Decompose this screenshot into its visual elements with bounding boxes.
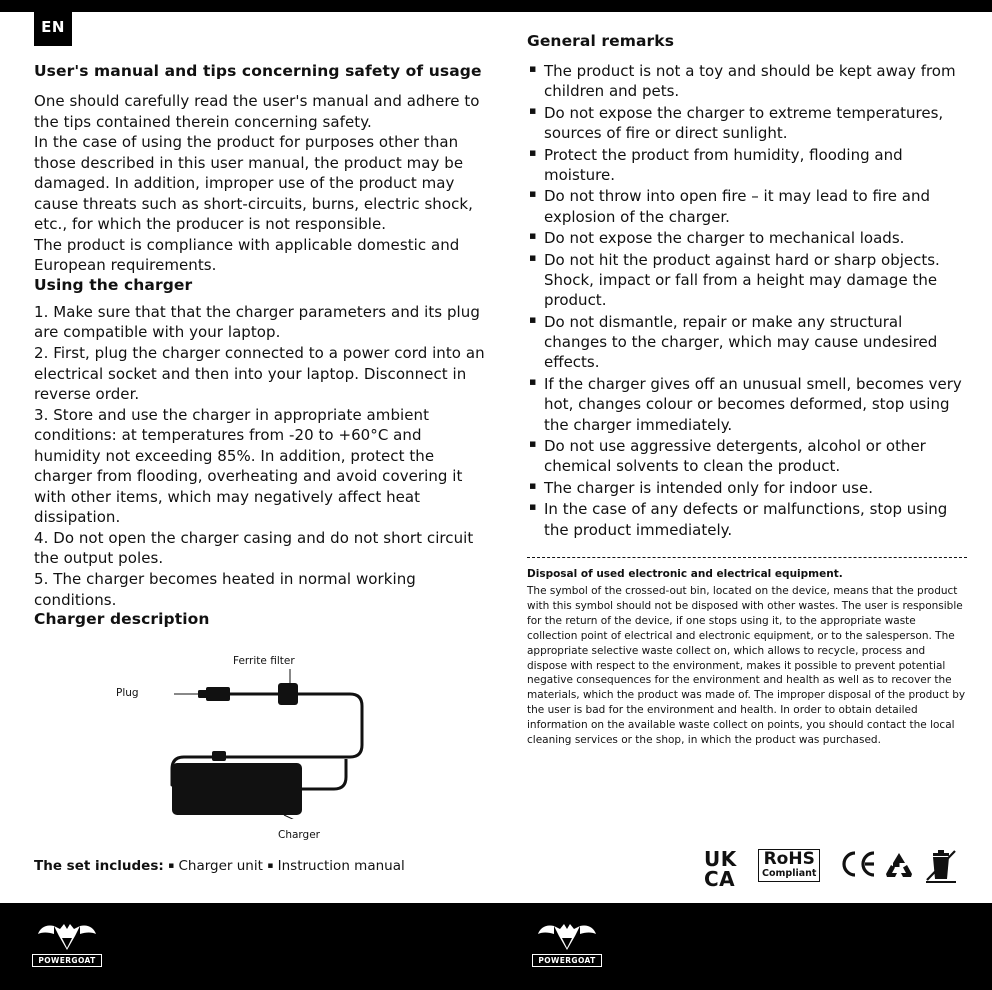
recycle-icon xyxy=(882,851,916,883)
manual-paragraph-1: One should carefully read the user's manual and adhere to the tips contained therein concerning safety. xyxy=(34,92,480,131)
divider xyxy=(527,557,967,558)
using-step-4: 4. Do not open the charger casing and do not short circuit the output poles. xyxy=(34,528,474,568)
list-item: ▪ The product is not a toy and should be kept away from children and pets. xyxy=(527,61,967,102)
rohs-line-2: Compliant xyxy=(762,867,817,879)
goat-head-icon-2 xyxy=(532,920,602,954)
language-badge: EN xyxy=(34,8,72,46)
certification-marks xyxy=(700,845,965,895)
brand-name-2: POWERGOAT xyxy=(532,954,602,967)
goat-head-icon xyxy=(32,920,102,954)
list-item: ▪ Do not dismantle, repair or make any structural changes to the charger, which may cause undesired effects. xyxy=(527,312,967,373)
manual-heading: User's manual and tips concerning safety of usage xyxy=(34,62,482,80)
using-charger-heading: Using the charger xyxy=(34,275,193,294)
disposal-title: Disposal of used electronic and electrical equipment. xyxy=(527,567,843,580)
manual-paragraph-2: In the case of using the product for purposes other than those described in this user manual, the product may be damaged. In addition, improper use of the product may cause threats such as short-circuits, burns, electric shock, etc., for which the producer is not responsible. xyxy=(34,133,473,234)
diagram-label-ferrite-filter: Ferrite filter xyxy=(233,655,295,668)
rohs-line-1: RoHS xyxy=(763,849,815,869)
using-step-1: 1. Make sure that that the charger parameters and its plug are compatible with your laptop. xyxy=(34,302,480,342)
general-remarks-list xyxy=(527,61,967,540)
ukca-line-1: UK xyxy=(704,847,737,871)
brand-name: POWERGOAT xyxy=(32,954,102,967)
ukca-mark xyxy=(704,849,737,890)
using-step-3: 3. Store and use the charger in appropriate ambient conditions: at temperatures from -20 to +60°C and humidity not exceeding 85%. In addition, protect the charger from flooding, overheating and avoid covering it with other items, which may negatively affect heat dissipation. xyxy=(34,405,463,527)
list-item: ▪ Do not hit the product against hard or sharp objects. Shock, impact or fall from a height may damage the product. xyxy=(527,250,967,311)
set-includes-item-2: Instruction manual xyxy=(277,858,405,874)
rohs-mark xyxy=(758,849,820,882)
ce-mark-icon xyxy=(840,849,878,883)
list-item: ▪ Do not expose the charger to extreme temperatures, sources of fire or direct sunlight. xyxy=(527,103,967,144)
ukca-line-2: CA xyxy=(704,867,736,892)
set-includes xyxy=(34,858,405,874)
set-includes-label: The set includes: xyxy=(34,858,164,874)
list-item: ▪ Do not use aggressive detergents, alcohol or other chemical solvents to clean the product. xyxy=(527,436,967,477)
list-item: ▪ Protect the product from humidity, flooding and moisture. xyxy=(527,145,967,186)
list-item: ▪ Do not throw into open fire – it may lead to fire and explosion of the charger. xyxy=(527,186,967,227)
bottom-black-band xyxy=(0,903,992,990)
using-step-2: 2. First, plug the charger connected to a power cord into an electrical socket and then into your laptop. Disconnect in reverse order. xyxy=(34,344,485,404)
diagram-label-charger: Charger xyxy=(278,829,320,842)
right-column xyxy=(527,32,967,748)
bullet-square-icon-2: ▪ xyxy=(267,861,274,871)
charger-description-heading: Charger description xyxy=(34,610,210,629)
list-item: ▪ Do not expose the charger to mechanical loads. xyxy=(527,228,967,248)
general-remarks-heading: General remarks xyxy=(527,32,675,50)
list-item: ▪ In the case of any defects or malfunctions, stop using the product immediately. xyxy=(527,499,967,540)
set-includes-item-1: Charger unit xyxy=(178,858,263,874)
brand-logo-left xyxy=(32,920,102,972)
using-step-5: 5. The charger becomes heated in normal working conditions. xyxy=(34,570,416,609)
brand-logo-center xyxy=(532,920,602,972)
charger-diagram xyxy=(34,639,489,842)
crossed-out-bin-icon xyxy=(926,849,956,887)
top-black-bar xyxy=(0,0,992,12)
diagram-label-plug: Plug xyxy=(116,687,139,700)
bullet-square-icon: ▪ xyxy=(168,861,175,871)
manual-paragraph-3: The product is compliance with applicable domestic and European requirements. xyxy=(34,235,460,275)
list-item: ▪ If the charger gives off an unusual smell, becomes very hot, changes colour or becomes deformed, stop using the charger immediately. xyxy=(527,374,967,435)
disposal-text: The symbol of the crossed-out bin, located on the device, means that the product with this symbol should not be disposed with other wastes. The user is responsible for the return of the device, if one stops using it, to the appropriate waste collection point of electrical and electronic equipment, or to the salesperson. The appropriate selective waste collect on, which allows to recycle, process and dispose with respect to the environment, makes it possible to prevent potential negative consequences for the environment and health as well as to recover the materials, which the product was made of. The improper disposal of the product by the user is bad for the environment and health. In order to obtain detailed information on the available waste collect on points, you should contact the local cleaning services or the shop, in which the product was purchased. xyxy=(527,584,966,747)
left-column xyxy=(34,62,489,842)
list-item: ▪ The charger is intended only for indoor use. xyxy=(527,478,967,498)
